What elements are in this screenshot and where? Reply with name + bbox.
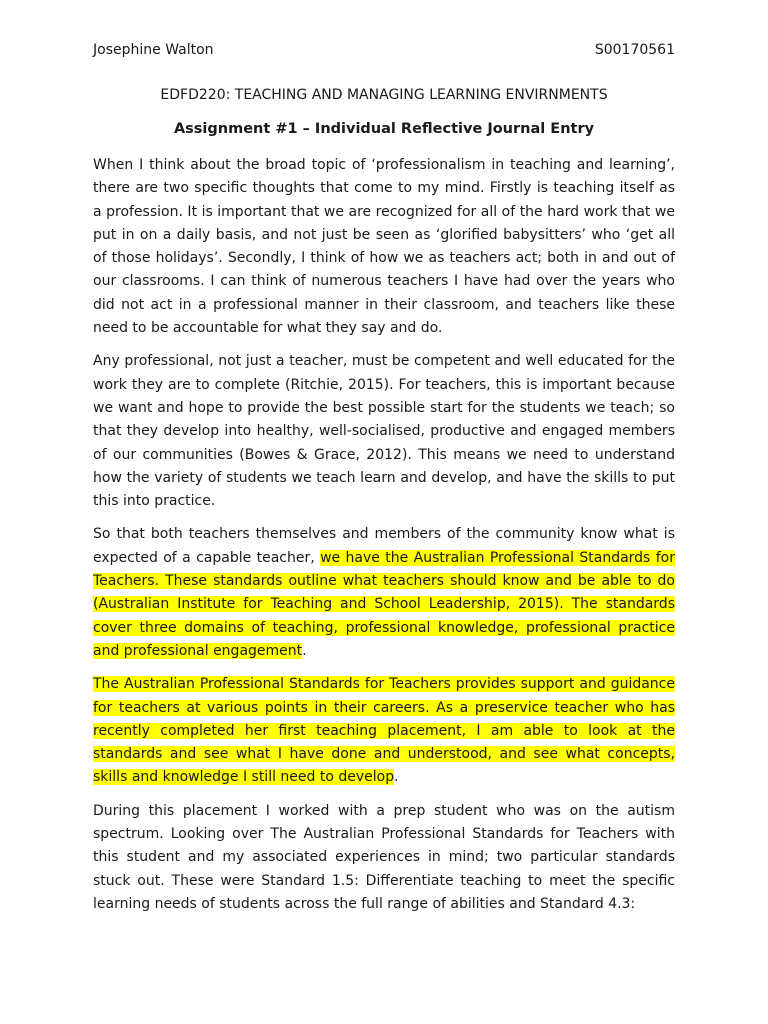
paragraph-3-text: So that both teachers themselves and members of the community know what is expected of a capable teacher, xyxy=(93,526,675,566)
paragraph-3 xyxy=(93,523,675,663)
paragraph-1: When I think about the broad topic of ‘professionalism in teaching and learning’, there are two specific thoughts that come to my mind. Firstly is teaching itself as a profession. It is important that we are recognized for all of the hard work that we put in on a daily basis, and not just be seen as ‘glorified babysitters’ who ‘get all of those holidays’. Secondly, I think of how we as teachers act; both in and out of our classrooms. I can think of numerous teachers I have had over the years who did not act in a professional manner in their classroom, and teachers like these need to be accountable for what they say and do. xyxy=(93,157,675,337)
highlighted-text: The Australian Professional Standards for Teachers provides support and guidance for teachers at various points in their careers. As a preservice teacher who has recently completed her first teaching placement, I am able to look at the standards and see what I have done and understood, and see what concepts, skills and knowledge I still need to develop xyxy=(93,676,675,786)
paragraph-4-end: . xyxy=(394,769,399,786)
paragraph-2: Any professional, not just a teacher, must be competent and well educated for the work they are to complete (Ritchie, 2015). For teachers, this is important because we want and hope to provide the best possible start for the students we teach; so that they develop into healthy, well-socialised, productive and engaged members of our communities (Bowes & Grace, 2012). This means we need to understand how the variety of students we teach learn and develop, and have the skills to put this into practice. xyxy=(93,353,675,510)
body-text xyxy=(93,154,675,926)
page-header xyxy=(93,42,675,62)
highlighted-text: we have the Australian Professional Standards for Teachers. These standards outline what teachers should know and be able to do (Australian Institute for Teaching and School Leadership, 2015). The standards cover three domains of teaching, professional knowledge, professional practice and professional engagement xyxy=(93,549,675,659)
course-title: EDFD220: TEACHING AND MANAGING LEARNING ENVIRNMENTS xyxy=(160,87,608,103)
assignment-title: Assignment #1 – Individual Reflective Journal Entry xyxy=(173,121,595,137)
paragraph-3-end: . xyxy=(302,642,307,659)
paragraph-4 xyxy=(93,673,675,789)
author-name: Josephine Walton xyxy=(93,42,214,58)
student-id: S00170561 xyxy=(594,42,675,58)
paragraph-5: During this placement I worked with a prep student who was on the autism spectrum. Looking over The Australian Professional Standards for Teachers with this student and my associated experiences in mind; two particular standards stuck out. These were Standard 1.5: Differentiate teaching to meet the specific learning needs of students across the full range of abilities and Standard 4.3: xyxy=(93,802,675,912)
